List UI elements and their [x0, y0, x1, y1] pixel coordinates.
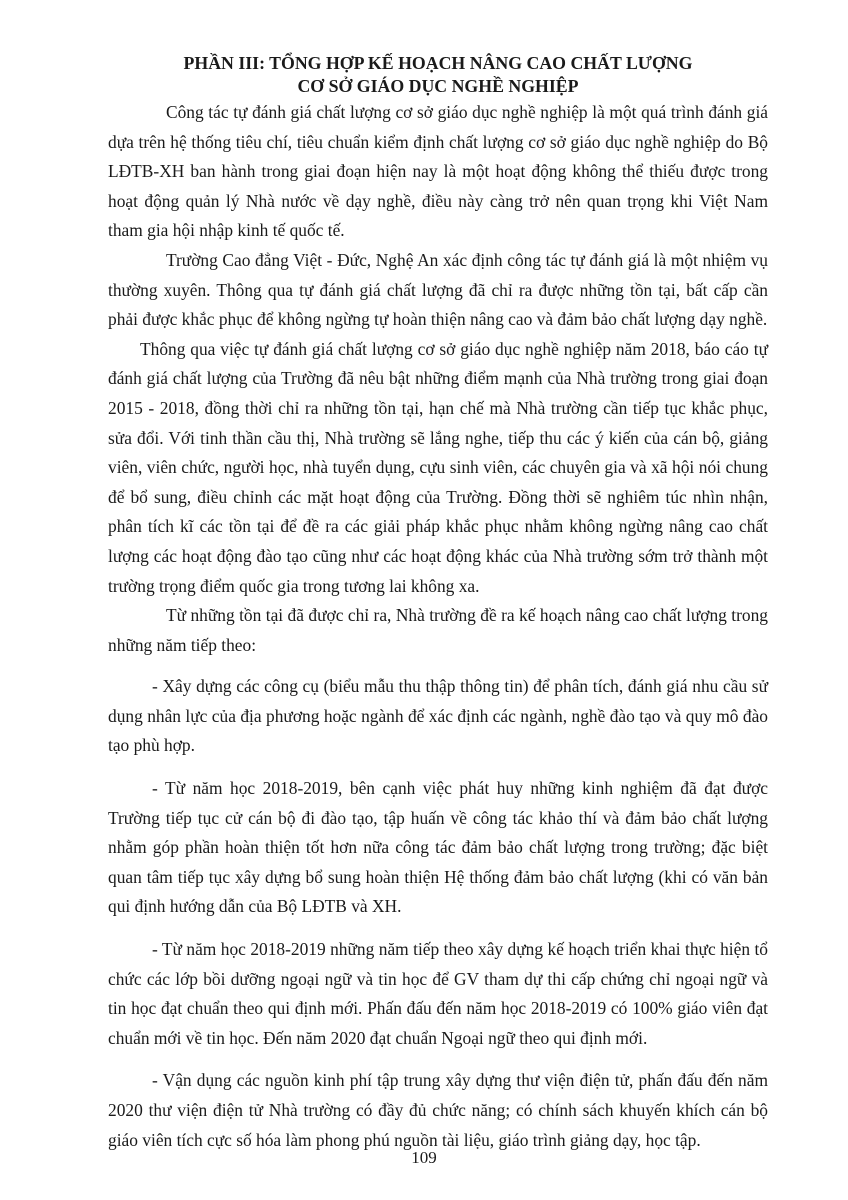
paragraph-intro: Công tác tự đánh giá chất lượng cơ sở giáo dục nghề nghiệp là một quá trình đánh giá dựa trên hệ thống tiêu chí, tiêu chuẩn kiểm định chất lượng cơ sở giáo dục nghề nghiệp do Bộ LĐTB-XH ban hành trong giai đoạn hiện nay là một hoạt động không thể thiếu được trong hoạt động quản lý Nhà nước về dạy nghề, điều này càng trở nên quan trọng khi Việt Nam tham gia hội nhập kinh tế quốc tế. — [108, 102, 768, 241]
bullet-item: - Từ năm học 2018-2019 những năm tiếp theo xây dựng kế hoạch triển khai thực hiện tổ chức các lớp bồi dưỡng ngoại ngữ và tin học để GV tham dự thi cấp chứng chỉ ngoại ngữ và tin học đạt chuẩn theo qui định mới. Phấn đấu đến năm học 2018-2019 có 100% giáo viên đạt chuẩn mới về tin học. Đến năm 2020 đạt chuẩn Ngoại ngữ theo qui định mới. — [108, 939, 768, 1048]
paragraph-assessment-2018: Thông qua việc tự đánh giá chất lượng cơ sở giáo dục nghề nghiệp năm 2018, báo cáo tự đánh giá chất lượng của Trường đã nêu bật những điểm mạnh của Nhà trường trong giai đoạn 2015 - 2018, đồng thời chỉ ra những tồn tại, hạn chế mà Nhà trường cần tiếp tục khắc phục, sửa đổi. Với tinh thần cầu thị, Nhà trường sẽ lắng nghe, tiếp thu các ý kiến của cán bộ, giảng viên, viên chức, người học, nhà tuyển dụng, cựu sinh viên, các chuyên gia và xã hội nói chung để bổ sung, điều chỉnh các mặt hoạt động của Trường. Đồng thời sẽ nghiêm túc nhìn nhận, phân tích kĩ các tồn tại để đề ra các giải pháp khắc phục nhằm không ngừng nâng cao chất lượng các hoạt động đào tạo cũng như các hoạt động khác của Nhà trường sớm trở thành một trường trọng điểm quốc gia trong tương lai không xa. — [108, 338, 768, 596]
paragraph-school-self-assessment: Trường Cao đẳng Việt - Đức, Nghệ An xác định công tác tự đánh giá là một nhiệm vụ thường xuyên. Thông qua tự đánh giá chất lượng đã chỉ ra được những tồn tại, bất cấp cần phải được khắc phục để không ngừng tự hoàn thiện nâng cao và đảm bảo chất lượng dạy nghề. — [108, 249, 768, 330]
page-number: 109 — [411, 1148, 437, 1167]
bullet-item: - Xây dựng các công cụ (biểu mẫu thu thập thông tin) để phân tích, đánh giá nhu cầu sử dụng nhân lực của địa phương hoặc ngành để xác định các ngành, nghề đào tạo và quy mô đào tạo phù hợp. — [108, 676, 768, 756]
section-title-line-2: CƠ SỞ GIÁO DỤC NGHỀ NGHIỆP — [297, 76, 579, 96]
paragraph-plan-intro: Từ những tồn tại đã được chỉ ra, Nhà trường đề ra kế hoạch nâng cao chất lượng trong những năm tiếp theo: — [108, 605, 768, 655]
section-title-line-1: PHẦN III: TỔNG HỢP KẾ HOẠCH NÂNG CAO CHẤT LƯỢNG — [183, 53, 693, 73]
section-title — [108, 52, 768, 98]
bullet-item: - Vận dụng các nguồn kinh phí tập trung xây dựng thư viện điện tử, phấn đấu đến năm 2020 thư viện điện tử Nhà trường có đầy đủ chức năng; có chính sách khuyến khích cán bộ giáo viên tích cực số hóa làm phong phú nguồn tài liệu, giáo trình giảng dạy, học tập. — [108, 1070, 768, 1150]
bullet-item: - Từ năm học 2018-2019, bên cạnh việc phát huy những kinh nghiệm đã đạt được Trường tiếp tục cử cán bộ đi đào tạo, tập huấn về công tác khảo thí và đảm bảo chất lượng nhằm góp phần hoàn thiện tốt hơn nữa công tác đảm bảo chất lượng trong trường; đặc biệt quan tâm tiếp tục xây dựng bổ sung hoàn thiện Hệ thống đảm bảo chất lượng (khi có văn bản qui định hướng dẫn của Bộ LĐTB và XH. — [108, 778, 768, 917]
document-page — [108, 52, 768, 1155]
